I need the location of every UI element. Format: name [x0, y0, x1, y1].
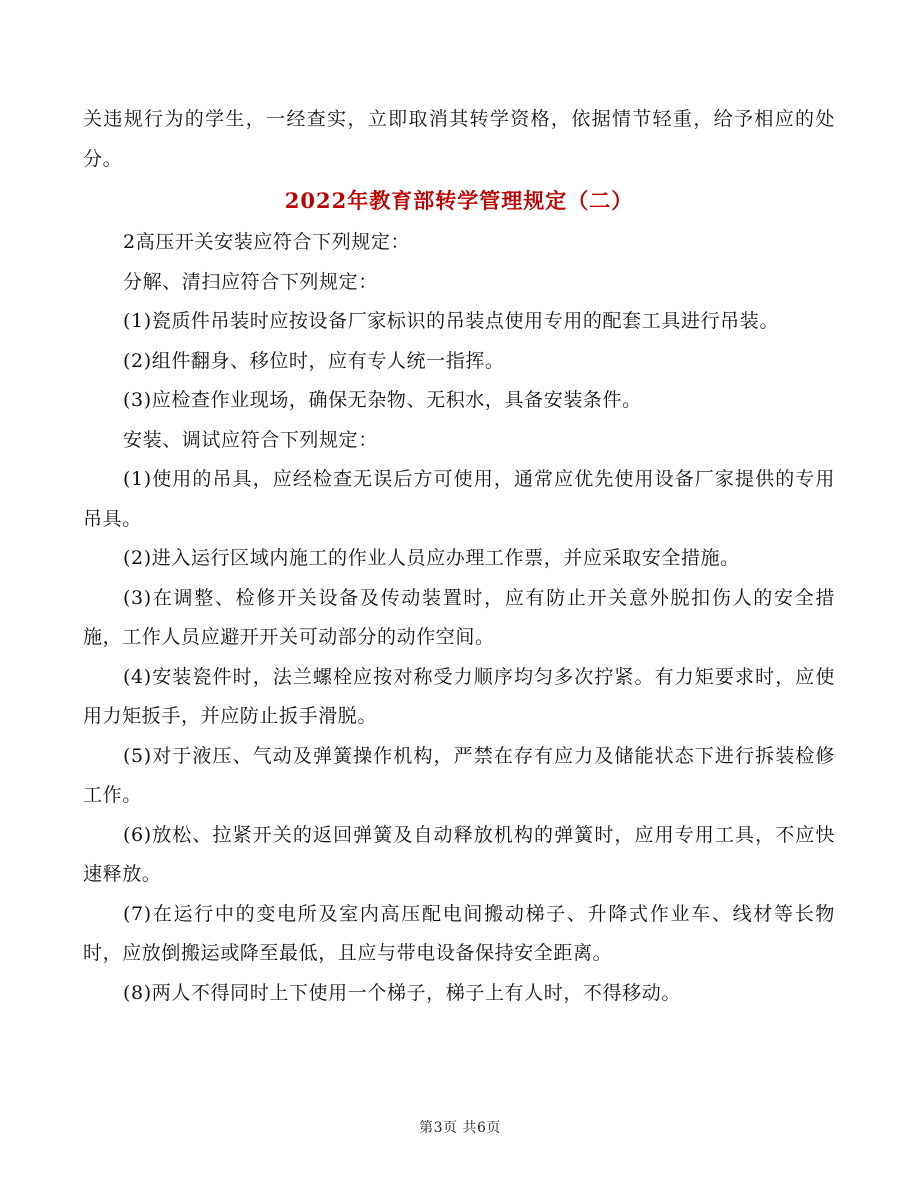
paragraph: (3)在调整、检修开关设备及传动装置时，应有防止开关意外脱扣伤人的安全措施，工作人员应避开开关可动部分的动作空间。 [83, 586, 835, 648]
document-title: 2022年教育部转学管理规定（二） [284, 188, 634, 213]
paragraph: 2高压开关安装应符合下列规定： [123, 231, 411, 253]
paragraph: (8)两人不得同时上下使用一个梯子，梯子上有人时，不得移动。 [123, 981, 681, 1004]
intro-paragraph: 关违规行为的学生，一经查实，立即取消其转学资格，依据情节轻重，给予相应的处分。 [83, 108, 835, 170]
paragraph: (2)进入运行区域内施工的作业人员应办理工作票，并应采取安全措施。 [123, 547, 740, 569]
paragraph: (5)对于液压、气动及弹簧操作机构，严禁在存有应力及储能状态下进行拆装检修工作。 [83, 744, 835, 806]
paragraph: (1)使用的吊具，应经检查无误后方可使用，通常应优先使用设备厂家提供的专用吊具。 [83, 468, 835, 530]
paragraph: (1)瓷质件吊装时应按设备厂家标识的吊装点使用专用的配套工具进行吊装。 [123, 310, 779, 332]
paragraph: 分解、清扫应符合下列规定： [123, 270, 378, 293]
paragraph: (7)在运行中的变电所及室内高压配电间搬动梯子、升降式作业车、线材等长物时，应放倒搬运或降至最低，且应与带电设备保持安全距离。 [83, 902, 835, 964]
paragraph: (6)放松、拉紧开关的返回弹簧及自动释放机构的弹簧时，应用专用工具，不应快速释放。 [83, 823, 835, 885]
page-footer [0, 1117, 920, 1137]
paragraph: (4)安装瓷件时，法兰螺栓应按对称受力顺序均匀多次拧紧。有力矩要求时，应使用力矩扳手，并应防止扳手滑脱。 [83, 665, 835, 727]
paragraph: (2)组件翻身、移位时，应有专人统一指挥。 [123, 349, 505, 372]
page-indicator: 第3页 共6页 [419, 1120, 501, 1136]
paragraph: (3)应检查作业现场，确保无杂物、无积水，具备安装条件。 [123, 389, 642, 411]
paragraph: 安装、调试应符合下列规定： [123, 428, 378, 451]
document-body [83, 100, 835, 1013]
